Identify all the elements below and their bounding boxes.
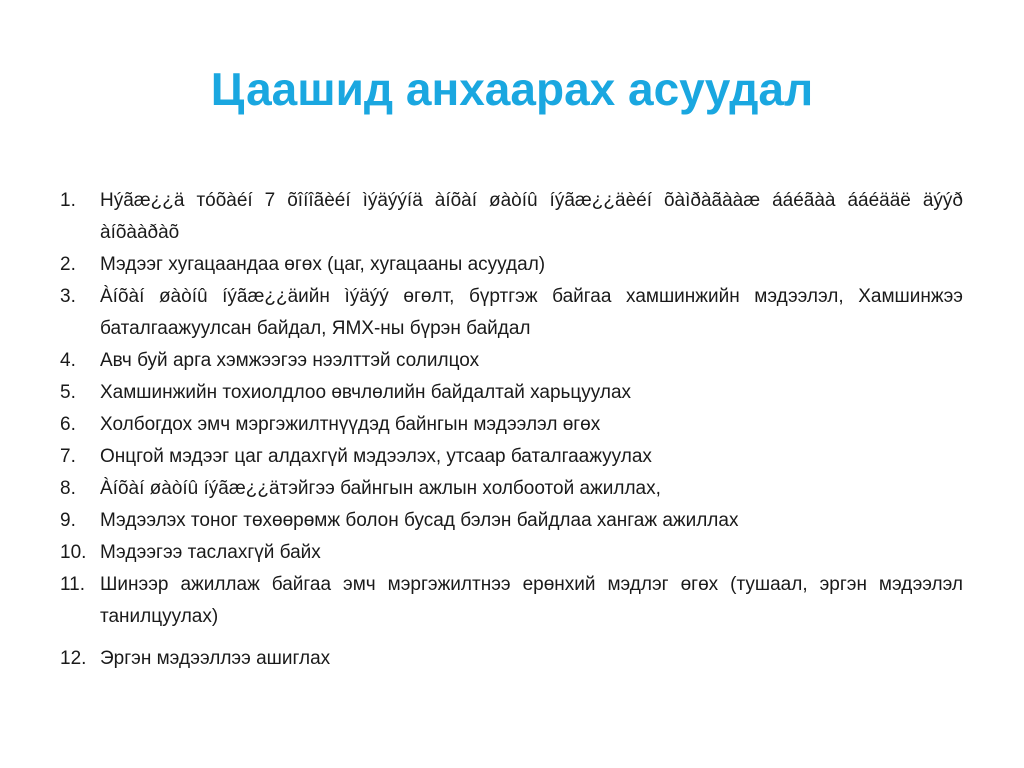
list-item-text: Мэдээгээ таслахгүй байх	[100, 542, 321, 563]
list-item	[60, 377, 963, 409]
list-item-number: 7.	[60, 446, 76, 467]
list-item	[60, 441, 963, 473]
numbered-list	[60, 185, 963, 675]
list-item-text: Эргэн мэдээллээ ашиглах	[100, 648, 331, 669]
list-item	[60, 281, 963, 345]
list-item	[60, 537, 963, 569]
list-item	[60, 569, 963, 633]
list-item-number: 9.	[60, 510, 76, 531]
list-item-number: 3.	[60, 286, 76, 307]
list-item-number: 5.	[60, 382, 76, 403]
list-item-text: Àíõàí øàòíû íýãæ¿¿äтэйгээ байнгын ажлын холбоотой ажиллах,	[100, 478, 661, 499]
list-item	[60, 249, 963, 281]
slide-title: Цаашид анхаарах асуудал	[210, 63, 814, 115]
list-item-text: Àíõàí øàòíû íýãæ¿¿äийн ìýäýý өгөлт, бүртгэж байгаа хамшинжийн мэдээлэл, Хамшинжээ баталгаажуулсан байдал, ЯМХ-ны бүрэн байдал	[100, 286, 963, 339]
list-item-text: Нýãæ¿¿ä тóõàéí 7 õîíîãèéí ìýäýýíä àíõàí øàòíû íýãæ¿¿äèéí õàìðàãààæ ááéãàà ááéääë äýýð àíõààðàõ	[100, 190, 963, 243]
list-item-text: Хамшинжийн тохиолдлоо өвчлөлийн байдалтай харьцуулах	[100, 382, 632, 403]
list-item-text: Мэдээлэх тоног төхөөрөмж болон бусад бэлэн байдлаа хангаж ажиллах	[100, 510, 739, 531]
list-item	[60, 473, 963, 505]
list-item-number: 12.	[60, 648, 87, 669]
list-item-text: Холбогдох эмч мэргэжилтнүүдэд байнгын мэдээлэл өгөх	[100, 414, 601, 435]
list-item-number: 2.	[60, 254, 76, 275]
list-item-number: 10.	[60, 542, 87, 563]
list-item-text: Авч буй арга хэмжээгээ нээлттэй солилцох	[100, 350, 480, 371]
list-item-number: 11.	[60, 574, 86, 595]
list-item-number: 6.	[60, 414, 76, 435]
list-item-text: Шинээр ажиллаж байгаа эмч мэргэжилтнээ ерөнхий мэдлэг өгөх (тушаал, эргэн мэдээлэл танилцуулах)	[100, 574, 963, 627]
list-item-text: Онцгой мэдээг цаг алдахгүй мэдээлэх, утсаар баталгаажуулах	[100, 446, 652, 467]
list-item	[60, 345, 963, 377]
list-item-number: 1.	[60, 190, 76, 211]
list-item-number: 4.	[60, 350, 76, 371]
list-item	[60, 185, 963, 249]
list-item	[60, 643, 963, 675]
list-item-number: 8.	[60, 478, 76, 499]
list-item	[60, 505, 963, 537]
list-item	[60, 409, 963, 441]
list-item-text: Мэдээг хугацаандаа өгөх (цаг, хугацааны асуудал)	[100, 254, 546, 275]
